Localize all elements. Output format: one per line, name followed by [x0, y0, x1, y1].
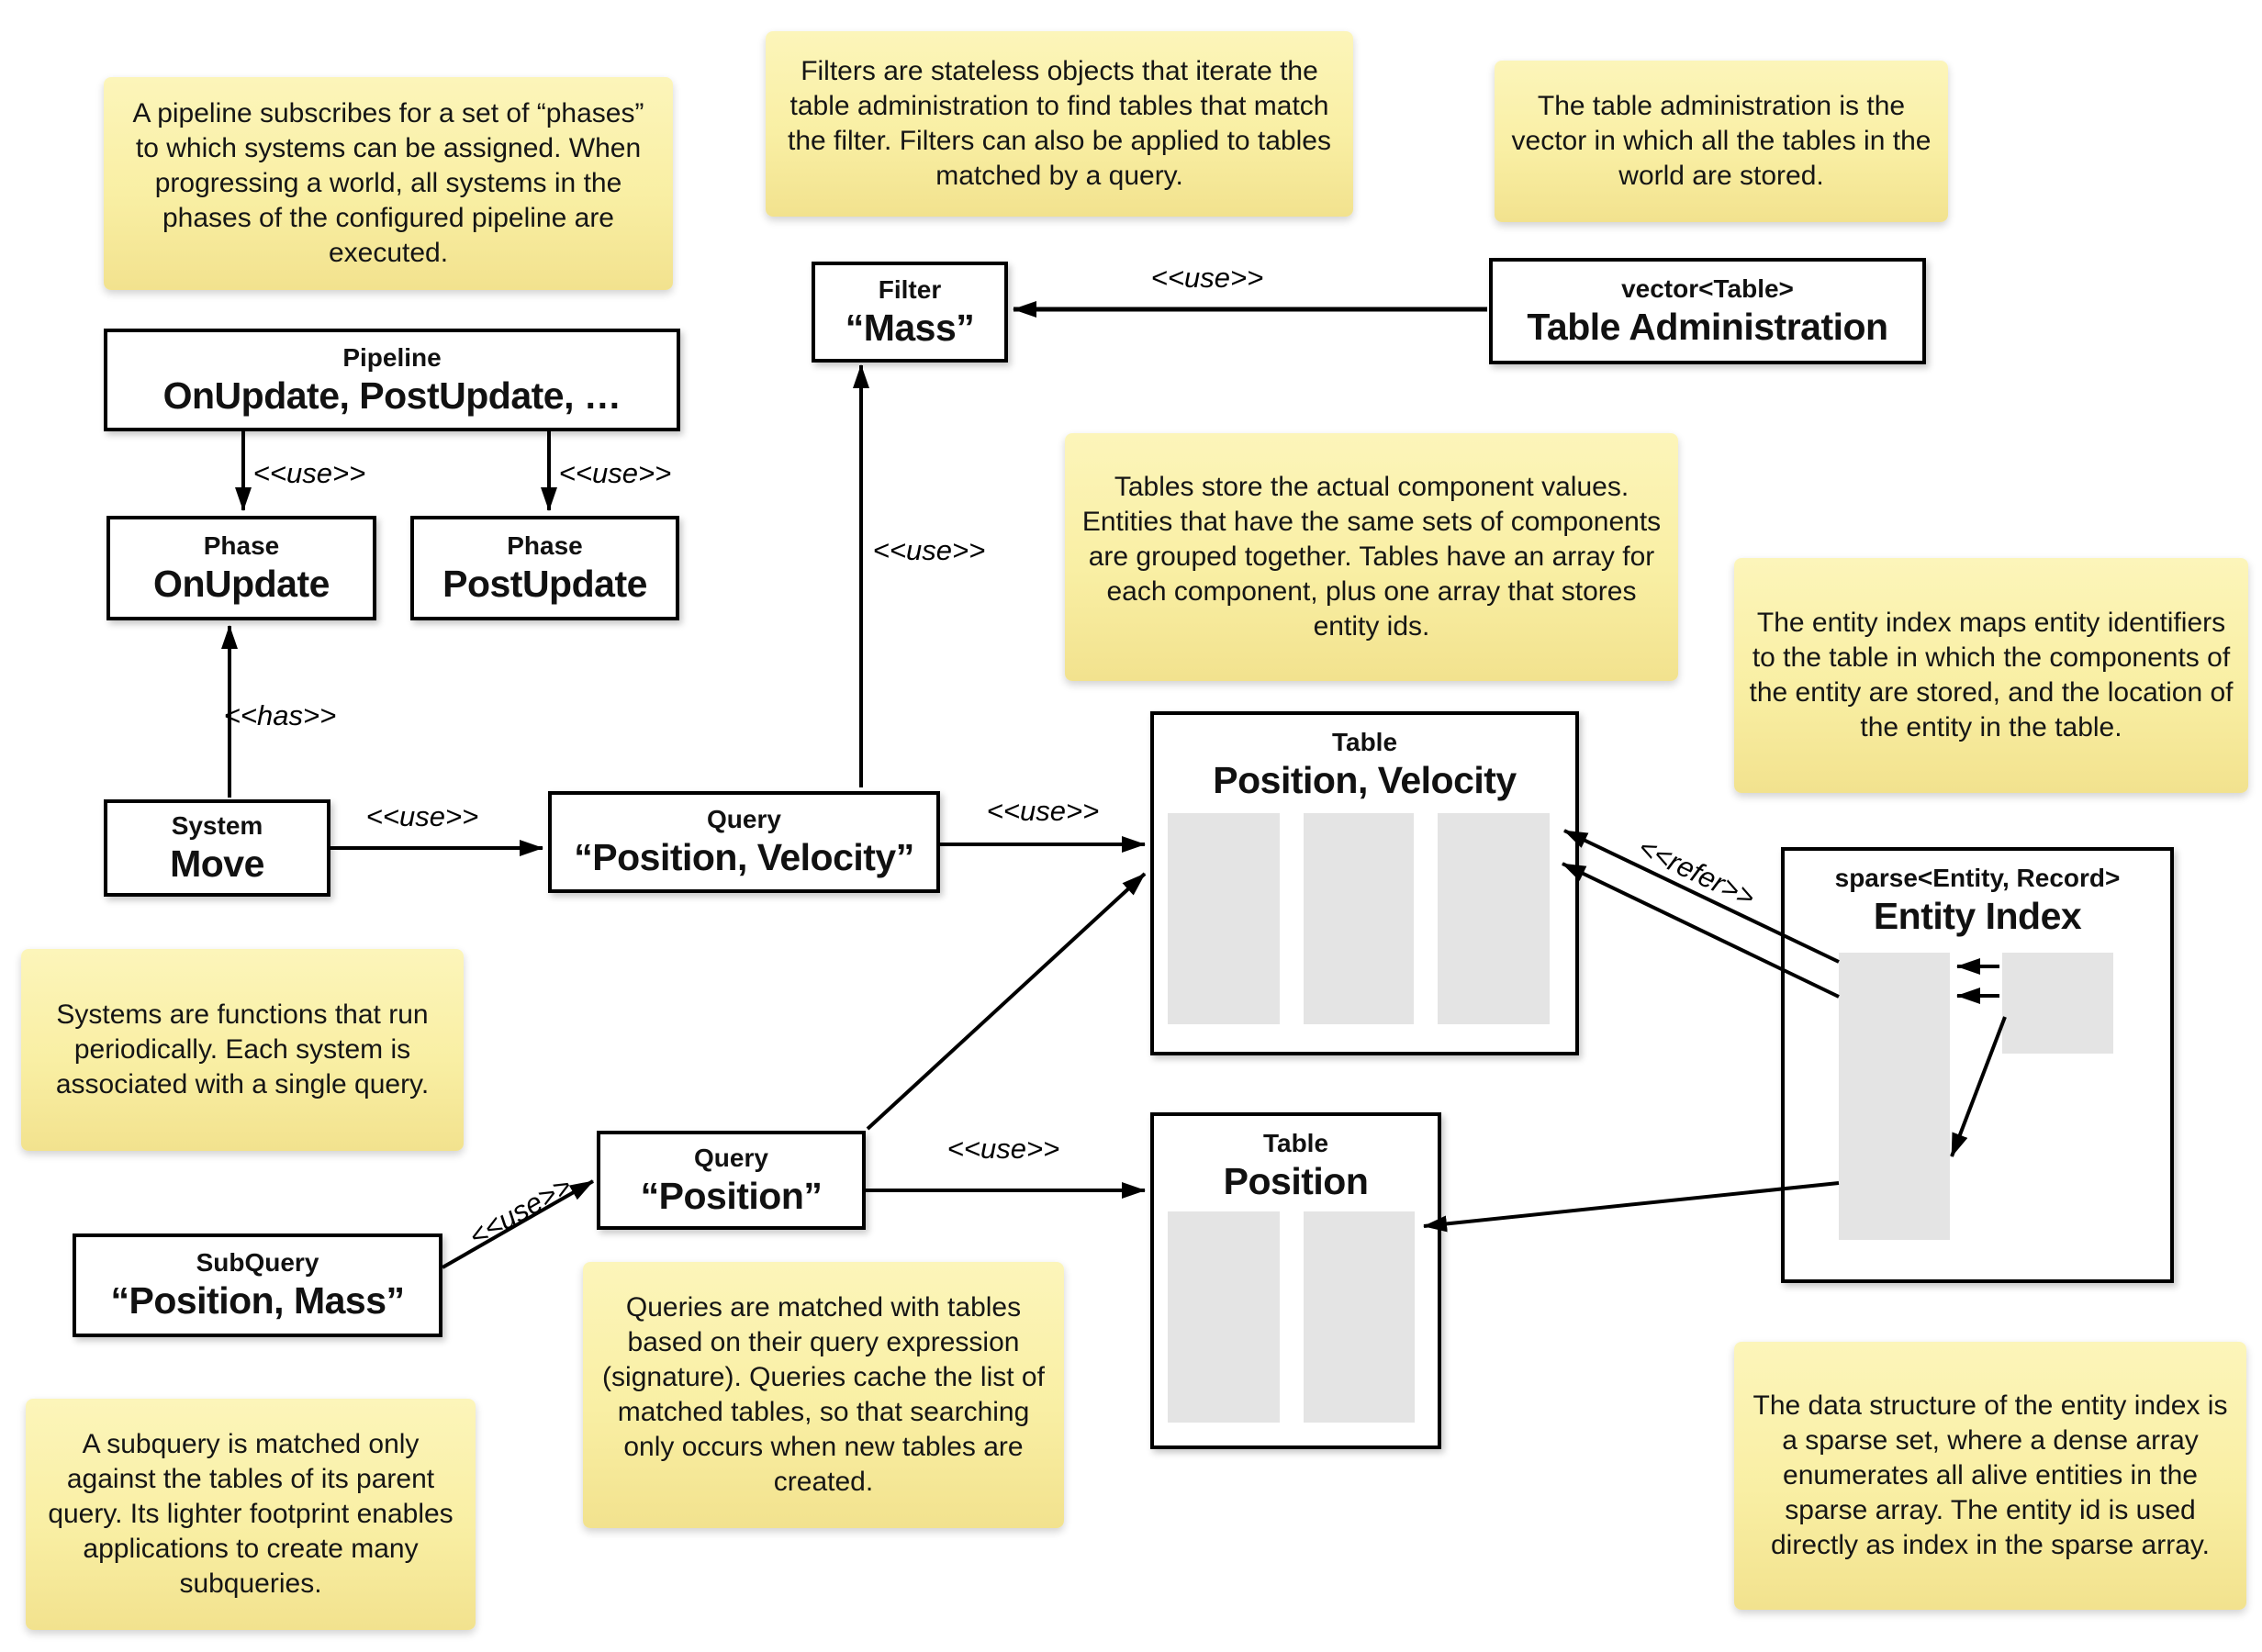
array-column	[1304, 1211, 1415, 1423]
node-phase-onupdate-stereotype: Phase	[203, 530, 280, 560]
node-system-move-stereotype: System	[171, 810, 263, 840]
node-query-position-velocity	[548, 791, 940, 893]
array-column	[1168, 813, 1280, 1024]
has-label-system-phase: <<has>>	[223, 699, 337, 731]
node-table-administration-stereotype: vector<Table>	[1621, 273, 1794, 303]
array-column	[1168, 1211, 1280, 1423]
note-subquery: A subquery is matched only against the tables of its parent query. Its lighter footprint enables applications to create many subqueries.	[26, 1399, 476, 1630]
node-table-position-velocity-name: Position, Velocity	[1213, 759, 1517, 801]
use-label-query-filter: <<use>>	[872, 534, 986, 566]
node-table-position-velocity-stereotype: Table	[1331, 728, 1398, 756]
node-subquery-stereotype: SubQuery	[196, 1248, 319, 1278]
node-query-position-name: “Position”	[640, 1174, 823, 1217]
dense-array	[2002, 953, 2113, 1054]
node-pipeline-stereotype: Pipeline	[342, 342, 442, 372]
node-filter-mass	[812, 262, 1008, 363]
arrow-entityindex-refer-tablepos	[1424, 1183, 1839, 1226]
node-entity-index-name: Entity Index	[1873, 895, 2082, 937]
node-phase-postupdate-stereotype: Phase	[507, 530, 583, 560]
note-entity-index: The entity index maps entity identifiers to the table in which the components of the entity are stored, and the location of the entity in the table.	[1734, 558, 2248, 793]
node-table-position-stereotype: Table	[1262, 1129, 1329, 1157]
node-filter-mass-stereotype: Filter	[878, 274, 942, 304]
node-pipeline	[104, 329, 680, 431]
node-entity-index-stereotype: sparse<Entity, Record>	[1834, 864, 2121, 892]
use-label-subquery-query: <<use>>	[463, 1169, 577, 1253]
use-label-querypos-tablepos: <<use>>	[946, 1133, 1060, 1165]
node-system-move-name: Move	[170, 842, 264, 885]
note-queries: Queries are matched with tables based on their query expression (signature). Queries cache the list of matched tables, so that searching only occurs when new tables are created.	[583, 1262, 1064, 1528]
node-phase-postupdate-name: PostUpdate	[442, 562, 647, 605]
sparse-array	[1839, 953, 1950, 1240]
array-column	[1304, 813, 1414, 1024]
node-phase-onupdate	[106, 516, 376, 620]
note-table-administration: The table administration is the vector in which all the tables in the world are stored.	[1495, 61, 1948, 222]
use-label-pipeline-onupdate: <<use>>	[252, 457, 366, 489]
refer-label-entityindex-table: <<refer>>	[1633, 831, 1761, 914]
node-subquery	[73, 1233, 442, 1337]
note-tables: Tables store the actual component values. Entities that have the same sets of components are grouped together. Tables have an array for each component, plus one array that stores entity ids.	[1065, 433, 1678, 681]
use-label-system-query: <<use>>	[365, 800, 479, 832]
use-label-pipeline-postupdate: <<use>>	[558, 457, 672, 489]
node-query-position-velocity-stereotype: Query	[707, 805, 781, 834]
use-label-query-table: <<use>>	[986, 795, 1100, 827]
node-table-administration	[1489, 258, 1926, 364]
node-phase-postupdate	[410, 516, 679, 620]
node-query-position-stereotype: Query	[694, 1143, 768, 1172]
note-pipeline: A pipeline subscribes for a set of “phases” to which systems can be assigned. When progressing a world, all systems in the phases of the configured pipeline are executed.	[104, 77, 673, 290]
node-subquery-name: “Position, Mass”	[110, 1279, 405, 1323]
node-phase-onupdate-name: OnUpdate	[153, 562, 330, 605]
node-query-position-velocity-name: “Position, Velocity”	[574, 836, 914, 879]
note-systems: Systems are functions that run periodically. Each system is associated with a single query.	[21, 949, 464, 1151]
node-filter-mass-name: “Mass”	[845, 306, 975, 349]
array-column	[1438, 813, 1550, 1024]
note-sparse-set: The data structure of the entity index is a sparse set, where a dense array enumerates all alive entities in the sparse array. The entity id is used directly as index in the sparse array.	[1734, 1342, 2246, 1610]
node-pipeline-name: OnUpdate, PostUpdate, …	[162, 374, 621, 417]
note-filters: Filters are stateless objects that iterate the table administration to find tables that match the filter. Filters can also be applied to tables matched by a query.	[766, 31, 1353, 217]
node-system-move	[104, 799, 330, 897]
arrow-querypos-use-tableposvel	[868, 874, 1145, 1129]
node-query-position	[597, 1131, 866, 1230]
use-label-tableadmin-filter: <<use>>	[1150, 262, 1264, 294]
node-table-position-name: Position	[1223, 1160, 1369, 1202]
node-table-administration-name: Table Administration	[1527, 305, 1888, 348]
